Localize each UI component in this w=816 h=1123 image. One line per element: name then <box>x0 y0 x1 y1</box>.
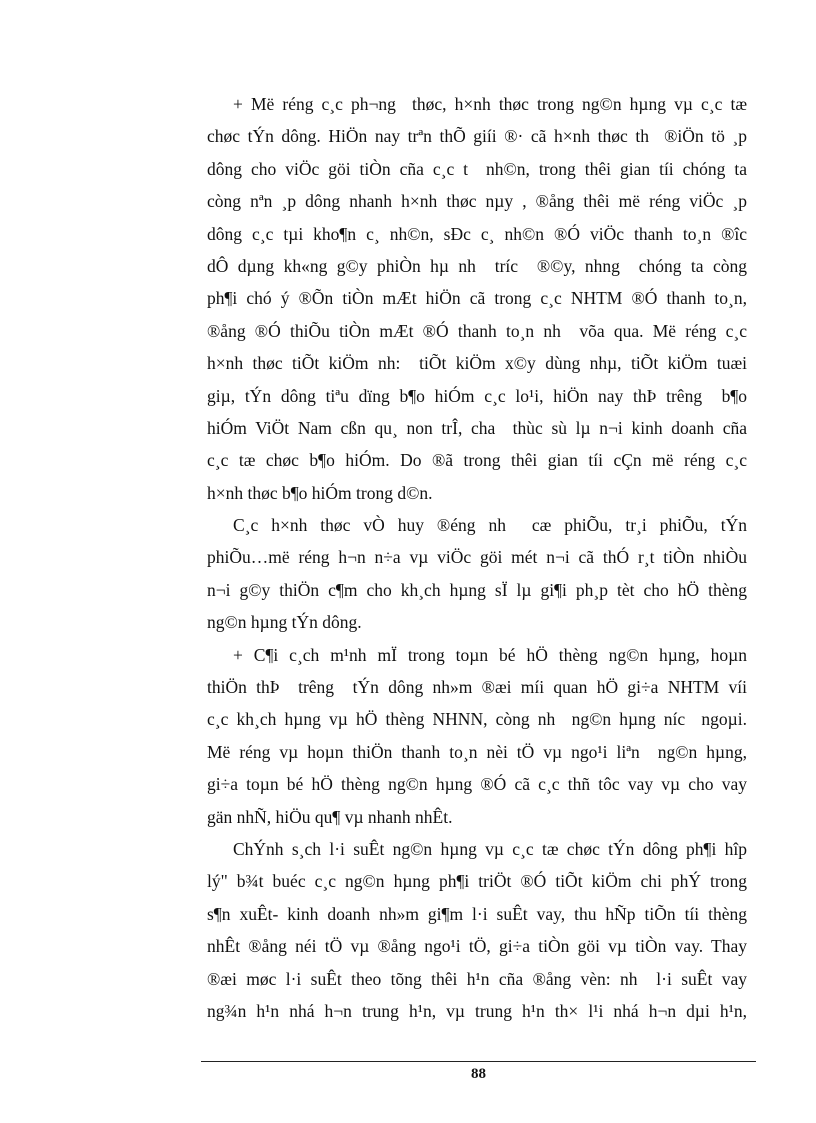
text-line: thiÖn thÞ trêng tÝn dông nh»m ®æi míi quan hÖ gi÷a NHTM víi <box>207 677 747 698</box>
text-line: ChÝnh s¸ch l·i suÊt ng©n hµng vµ c¸c tæ chøc tÝn dông ph¶i hîp <box>233 838 747 859</box>
text-line: gi÷a toµn bé hÖ thèng ng©n hµng ®Ó cã c¸c thñ tôc vay vµ cho vay <box>207 774 747 795</box>
text-line: gän nhÑ, hiÖu qu¶ vµ nhanh nhÊt. <box>207 806 453 827</box>
text-line: dông cho viÖc göi tiÒn cña c¸c t nh©n, trong thêi gian tíi chóng ta <box>207 158 747 179</box>
text-line: + Më réng c¸c ph¬ng thøc, h×nh thøc trong ng©n hµng vµ c¸c tæ <box>233 94 747 114</box>
text-line: phiÕu…më réng h¬n n÷a vµ viÖc göi mét n¬i cã thÓ r¸t tiÒn nhiÒu <box>207 547 747 568</box>
text-line: c¸c tæ chøc b¶o hiÓm. Do ®ã trong thêi gian tíi cÇn më réng c¸c <box>207 450 747 471</box>
text-line: n¬i g©y thiÖn c¶m cho kh¸ch hµng sÏ lµ gi¶i ph¸p tèt cho hÖ thèng <box>207 579 747 600</box>
text-line: còng nªn ¸p dông nhanh h×nh thøc nµy , ®ång thêi më réng viÖc ¸p <box>207 191 747 212</box>
paragraph-1 <box>207 88 747 509</box>
text-line: h×nh thøc b¶o hiÓm trong d©n. <box>207 482 433 503</box>
text-line: ®æi møc l·i suÊt theo tõng thêi h¹n cña ®ång vèn: nh l·i suÊt vay <box>207 968 747 989</box>
text-line: ng¾n h¹n nhá h¬n trung h¹n, vµ trung h¹n th× l¹i nhá h¬n dµi h¹n, <box>207 1000 747 1021</box>
text-line: s¶n xuÊt- kinh doanh nh»m gi¶m l·i suÊt vay, thu hÑp tiÕn tíi thèng <box>207 903 747 924</box>
text-line: c¸c kh¸ch hµng vµ hÖ thèng NHNN, còng nh ng©n hµng níc ngoµi. <box>207 709 747 730</box>
text-line: ng©n hµng tÝn dông. <box>207 612 362 633</box>
paragraph-3 <box>207 639 747 833</box>
text-line: dông c¸c tµi kho¶n c¸ nh©n, sÐc c¸ nh©n ®Ó viÖc thanh to¸n ®îc <box>207 223 747 244</box>
text-line: + C¶i c¸ch m¹nh mÏ trong toµn bé hÖ thèng ng©n hµng, hoµn <box>233 644 747 665</box>
text-line: lý" b¾t buéc c¸c ng©n hµng ph¶i triÖt ®Ó tiÕt kiÖm chi phÝ trong <box>207 871 747 892</box>
page-number: 88 <box>471 1066 486 1082</box>
text-line: chøc tÝn dông. HiÖn nay trªn thÕ giíi ®· cã h×nh thøc th ®iÖn tö ¸p <box>207 126 747 147</box>
paragraph-2 <box>207 509 747 639</box>
text-line: Më réng vµ hoµn thiÖn thanh to¸n nèi tÖ vµ ngo¹i liªn ng©n hµng, <box>207 741 747 762</box>
paragraph-4 <box>207 833 747 1027</box>
document-body <box>207 88 747 1027</box>
text-line: C¸c h×nh thøc vÒ huy ®éng nh cæ phiÕu, tr¸i phiÕu, tÝn <box>233 515 747 536</box>
text-line: dÔ dµng kh«ng g©y phiÒn hµ nh tríc ®©y, nhng chóng ta còng <box>207 255 747 276</box>
text-line: ph¶i chó ý ®Õn tiÒn mÆt hiÖn cã trong c¸c NHTM ®Ó thanh to¸n, <box>207 288 747 309</box>
text-line: giµ, tÝn dông tiªu dïng b¶o hiÓm c¸c lo¹i, hiÖn nay thÞ trêng b¶o <box>207 385 747 406</box>
footer-divider <box>201 1061 756 1062</box>
text-line: nhÊt ®ång néi tÖ vµ ®ång ngo¹i tÖ, gi÷a tiÒn göi vµ tiÒn vay. Thay <box>207 936 747 957</box>
text-line: ®ång ®Ó thiÕu tiÒn mÆt ®Ó thanh to¸n nh võa qua. Më réng c¸c <box>207 320 747 341</box>
text-line: hiÓm ViÖt Nam cßn qu¸ non trÎ, cha thùc sù lµ n¬i kinh doanh cña <box>207 417 747 438</box>
text-line: h×nh thøc tiÕt kiÖm nh: tiÕt kiÖm x©y dùng nhµ, tiÕt kiÖm tuæi <box>207 353 747 374</box>
